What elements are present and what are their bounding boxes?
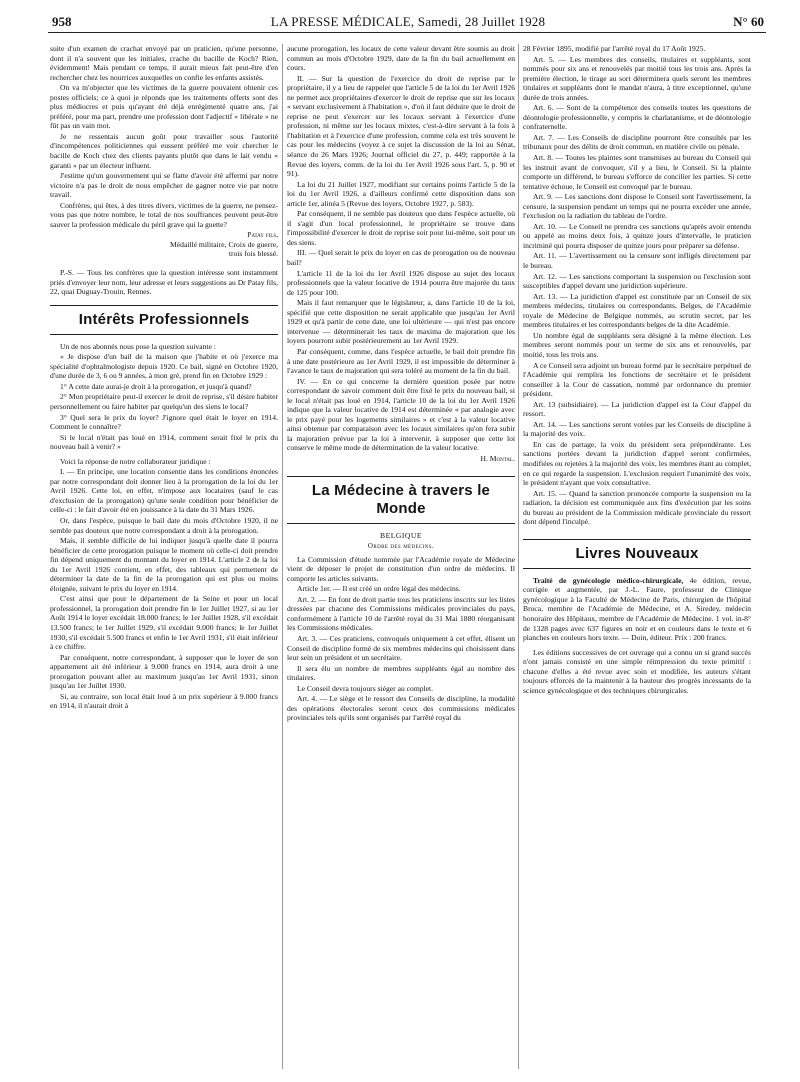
paragraph: 3° Quel sera le prix du loyer? J'ignore quel était le loyer en 1914. Comment le connaître? bbox=[50, 412, 278, 432]
paragraph: I. — En principe, une location consentie dans les conditions énoncées par notre correspondant doit donner lieu à la prorogation de la loi du 1er Avril 1926. Cette loi, en effet, n'impose aux locataires (sauf le cas d'exclusion de la prorogation) qu'une seule condition pour bénéficier de celle-ci : le fait d'avoir été en jouissance à la date du 31 Mars 1926. bbox=[50, 467, 278, 515]
column-left bbox=[50, 44, 278, 1074]
paragraph: 1° A cette date aurai-je droit à la prorogation, et jusqu'à quand? bbox=[60, 381, 252, 391]
paragraph: Art. 2. — En font de droit partie tous les praticiens inscrits sur les listes dressées par chacune des Commissions médicales provinciales du pays, conformément à l'article 10 de l'arrêté royal du 31 Mai 1880 réorganisant les Commissions médicales. bbox=[287, 594, 515, 633]
column-divider bbox=[282, 44, 283, 1069]
paragraph: Je ne ressentais aucun goût pour travailler sous l'autorité d'incompétences politiciennes qui eussent préféré me voir chercher le bacille de Koch chez des clients payants plutôt que dans le lait vendu « garanti » par un électeur influent. bbox=[50, 131, 278, 170]
paragraph: suite d'un examen de crachat envoyé par un praticien, qu'une personne, dont il n'a souvent que les initiales, crache du bacille de Koch? Rien, évidemment! Mais pendant ce temps, il aurait mieux fait peut-être d'en rechercher chez les nourrices auxquelles on confie les enfants assistés. bbox=[50, 44, 278, 82]
paragraph: On va m'objecter que les victimes de la guerre pouvaient obtenir ces postes officiels; ce à quoi je réponds que les traitements offerts sont des plus médiocres et puis qu'ayant été déjà enrégimenté quatre ans, j'ai préféré, pour ma part, prendre une profession dont l'adjectif « libérale » ne fût pas un vain mot. bbox=[50, 83, 278, 131]
paragraph: A ce Conseil sera adjoint un bureau formé par le secrétaire perpétuel de l'Académie qui remplira les fonctions de secrétaire et le président conseiller à la Cour de cassation, nommé par ordonnance du premier président. bbox=[523, 360, 751, 399]
paragraph: Si, au contraire, son local était loué à un prix supérieur à 9.000 francs en 1914, il n'aurait droit à bbox=[50, 691, 278, 711]
paragraph: Art. 8. — Toutes les plaintes sont transmises au bureau du Conseil qui les instruit avant de convoquer, s'il y a lieu, le Conseil. Si la plainte comporte un différend, le bureau s'efforce de concilier les parties. Si cette tentative échoue, le Conseil est convoqué par le bureau. bbox=[523, 153, 751, 191]
column-divider bbox=[518, 44, 519, 1069]
book-details: 4e édition, revue, corrigée et augmentée, par J.-L. Faure, professeur de Clinique gynécologique à la Faculté de Médecine de Paris, chirurgien de l'hôpital Broca, membre de l'Académie de Médecine, et A. Siredey, médecin honoraire des Hôpitaux, membre de l'Académie de Médecine. 1 vol. in-8° de 1328 pages avec 637 figures en noir et en couleurs dans le texte et 6 planches en couleurs hors texte. — Doin, éditeur. Prix : 200 francs. bbox=[523, 575, 751, 643]
paragraph: 28 Février 1895, modifié par l'arrêté royal du 17 Août 1925. bbox=[523, 44, 706, 53]
paragraph: Par conséquent, comme, dans l'espèce actuelle, le bail doit prendre fin à une date postérieure au 1er Avril 1929, il est impossible de déterminer à l'avance le taux de majoration qui sera toléré au moment de la fin du bail. bbox=[287, 346, 515, 376]
paragraph: Mais, il semble difficile de lui indiquer jusqu'à quelle date il pourra bénéficier de cette prorogation puisque le moment où celle-ci doit prendre fin dépend uniquement du montant du loyer en 1914. L'article 2 de la loi du 1er Avril 1926 contient, en effet, des tableaux qui permettent de déterminer la date de la fin de la prorogation qui est plus ou moins éloignée, suivant le prix du loyer en 1914. bbox=[50, 536, 278, 593]
paragraph: Art. 13. — La juridiction d'appel est constituée par un Conseil de six membres médecins, titulaires ou correspondants, Belges, de l'Académie royale de Médecine de Belgique nommés, au scrutin secret, par les membres titulaires et les correspondants belges de la dite Académie. bbox=[523, 291, 751, 330]
signature-name: Patay fils, bbox=[247, 230, 278, 240]
book-review: Les éditions successives de cet ouvrage qui a connu un si grand succès n'ont jamais consisté en une simple réimpression du texte primitif : chacune d'elles a été revue avec soin et modifiée, les auteurs s'étant toujours efforcés de la maintenir à la hauteur des progrès incessants de la science gynécologique et des techniques chirurgicales. bbox=[523, 647, 751, 695]
paragraph: C'est ainsi que pour le département de la Seine et pour un local professionnel, la prorogation doit prendre fin le 1er Juillet 1927, si au 1er Août 1914 le loyer excédait 18.000 francs; le 1er Juillet 1928, s'il excédait 13.500 francs; le 1er Juillet 1929, s'il excédait 9.000 francs; le 1er Juillet 1930, s'il excédait 5.500 francs et enfin le 1er Avril 1931, s'il était inférieur à ce chiffre. bbox=[50, 594, 278, 652]
paragraph: Art. 15. — Quand la sanction prononcée comporte la suspension ou la radiation, la décision est communiquée aux fins d'exécution par les soins du bureau au président de la Commission médicale provinciale du ressort dont dépend l'inculpé. bbox=[523, 488, 751, 527]
paragraph: La loi du 21 Juillet 1927, modifiant sur certains points l'article 5 de la loi du 1er Avril 1926, a d'ailleurs confirmé cette disposition dans son article 1er, alinéa 5 (Revue des loyers, Octobre 1927, p. 583). bbox=[287, 179, 515, 208]
book-title: Traité de gynécologie médico-chirurgicale, bbox=[533, 575, 684, 585]
paragraph: Or, dans l'espèce, puisque le bail date du mois d'Octobre 1920, il ne semble pas douteux que notre correspondant a droit à la prorogation. bbox=[50, 515, 278, 535]
paragraph: Le Conseil devra toujours siéger au complet. bbox=[297, 683, 434, 693]
paragraph: Art. 13 (subsidiaire). — La juridiction d'appel est la Cour d'appel du ressort. bbox=[523, 399, 751, 419]
paragraph: Art. 10. — Le Conseil ne prendra ces sanctions qu'après avoir entendu ou appelé au moins deux fois, à quinze jours d'intervalle, le praticien incriminé qui pourra disposer de quinze jours pour préparer sa défense. bbox=[523, 221, 751, 250]
postscript: P.-S. — Tous les confrères que la question intéresse sont instamment priés d'envoyer leur nom, leur adresse et leurs suggestions au Dr Patay fils, 22, quai Duguay-Trouin, Rennes. bbox=[50, 268, 278, 297]
signature-title: Médaillé militaire, Croix de guerre, bbox=[170, 239, 278, 249]
paragraph: J'estime qu'un gouvernement qui se flatte d'avoir été affermi par notre victoire n'a pas le droit de nous empêcher de gagner notre vie par notre travail. bbox=[50, 171, 278, 200]
paragraph: II. — Sur la question de l'exercice du droit de reprise par le propriétaire, il y a lieu de rappeler que l'article 5 de la loi du 1er Avril 1926 ne permet aux propriétaires d'exercer le droit de reprise que sur les locaux « servant exclusivement à l'habitation », d'où il faut déduire que le droit de reprise ne peut s'exercer sur les locaux servant à l'exercice d'une profession, ni même sur les locaux mixtes, c'est-à-dire servant à la fois à l'habitation et à l'exercice d'une profession, comme cela est très souvent le cas pour les médecins (voyez à ce sujet la discussion de la loi au Sénat, séance du 26 Mars 1926; Journal officiel du 27, p. 449; rapportée à la Revue des loyers, comm. de la loi du 1er Avril 1926 sous l'art. 5, p. 90 et 91). bbox=[287, 73, 515, 179]
paragraph: Art. 14. — Les sanctions seront votées par les Conseils de discipline à la majorité des voix. bbox=[523, 419, 751, 439]
paragraph: aucune prorogation, les locaux de cette valeur devant être soumis au droit commun au mois d'Octobre 1929, date de la fin du bail actuellement en cours. bbox=[287, 44, 515, 73]
paragraph: 2° Mon propriétaire peut-il exercer le droit de reprise, s'il désire habiter personnellement ou faire habiter par quelqu'un des siens le local? bbox=[50, 392, 278, 411]
journal-title: LA PRESSE MÉDICALE, Samedi, 28 Juillet 1928 bbox=[270, 14, 546, 29]
paragraph: Art. 3. — Ces praticiens, convoqués uniquement à cet effet, élisent un Conseil de discipline formé de six membres médecins qui choisissent dans leur sein un président et un secrétaire. bbox=[287, 633, 515, 663]
paragraph: Voici la réponse de notre collaborateur juridique : bbox=[60, 456, 211, 466]
section-heading: Livres Nouveaux bbox=[523, 539, 751, 569]
paragraph: Art. 12. — Les sanctions comportant la suspension ou l'exclusion sont susceptibles d'appel devant une juridiction supérieure. bbox=[523, 271, 751, 291]
country-heading: BELGIQUE bbox=[380, 530, 422, 540]
paragraph: Art. 9. — Les sanctions dont dispose le Conseil sont l'avertissement, la censure, la suspension pendant un temps qui ne pourra excéder une année, l'exclusion ou la radiation du tableau de l'ordre. bbox=[523, 192, 751, 221]
signature-title: trois fois blessé. bbox=[228, 249, 278, 259]
paragraph: Un nombre égal de suppléants sera désigné à la même élection. Les membres seront nommés pour un terme de six ans et renouvelés, par moitié, tous les trois ans. bbox=[523, 330, 751, 359]
issue-number: N° 60 bbox=[733, 14, 764, 29]
column-middle bbox=[287, 44, 515, 1074]
paragraph: Mais il faut remarquer que le législateur, a, dans l'article 10 de la loi, spécifié que cette disposition ne serait applicable que jusqu'au 1er Avril 1929 et qu'à partir de cette date, une loi ultérieure — qui n'est pas encore intervenue — déterminerait les taux de maxima de majoration que les loyers pourront subir postérieurement au 1er Avril 1929. bbox=[287, 298, 515, 346]
paragraph: Il sera élu un nombre de membres suppléants égal au nombre des titulaires. bbox=[287, 663, 515, 683]
paragraph: En cas de partage, la voix du président sera prépondérante. Les sanctions portées devant la juridiction d'appel seront confirmées, modifiées ou rejetées à la majorité des voix, les membres étant au complet, en ce qui regarde la suspension. L'exclusion requiert l'unanimité des voix, le président n'ayant que voix consultative. bbox=[523, 439, 751, 488]
paragraph: La Commission d'étude nommée par l'Académie royale de Médecine vient de déposer le projet de constitution d'un ordre de médecins. Il comporte les articles suivants. bbox=[287, 554, 515, 583]
paragraph: Art. 11. — L'avertissement ou la censure sont infligés directement par le bureau. bbox=[523, 251, 751, 271]
paragraph: L'article 11 de la loi du 1er Avril 1926 dispose au sujet des locaux professionnels que la valeur locative de 1914 pourra être majorée du taux de 125 pour 100. bbox=[287, 268, 515, 297]
paragraph: Confrères, qui êtes, à des titres divers, victimes de la guerre, ne pensez-vous pas que notre nombre, le total de nos souffrances peuvent peut-être sauver la profession médicale du péril grave qui la guette? bbox=[50, 200, 278, 229]
paragraph: « Je dispose d'un bail de la maison que j'habite et où j'exerce ma spécialité d'ophtalmologiste depuis 1920. Ce bail, signé en Octobre 1920, d'une durée de 3, 6 ou 9 années, à mon gré, prend fin en Octobre 1929 : bbox=[50, 352, 278, 381]
paragraph: Art. 4. — Le siège et le ressort des Conseils de discipline, la modalité des opérations électorales seront ceux des commissions médicales provinciales tels qu'ils sont organisés par l'arrêté royal du bbox=[287, 694, 515, 723]
page-header bbox=[52, 14, 764, 38]
paragraph: Par conséquent, notre correspondant, à supposer que le loyer de son appartement ait été inférieur à 9.000 francs en 1914, aura droit à une prorogation pouvant aller au maximum jusqu'au 1er Avril 1931, sinon jusqu'au 1er Juillet 1930. bbox=[50, 652, 278, 691]
paragraph: Art. 5. — Les membres des conseils, titulaires et suppléants, sont nommés pour six ans et renouvelés par moitié tous les trois ans. Après la première élection, le tirage au sort déterminera quels seront les membres titulaires et suppléants dont le mandat n'aura, à titre exceptionnel, qu'une durée de trois années. bbox=[523, 54, 751, 102]
author-signature: H. Montal. bbox=[480, 453, 515, 463]
paragraph: Art. 6. — Sont de la compétence des conseils toutes les questions de déontologie professionnelle, y compris le charlatanisme, et de déontologie confraternelle. bbox=[523, 103, 751, 132]
paragraph: III. — Quel serait le prix du loyer en cas de prorogation ou de nouveau bail? bbox=[287, 248, 515, 268]
paragraph: Si le local n'était pas loué en 1914, comment serait fixé le prix du nouveau bail à venir? » bbox=[50, 432, 278, 452]
paragraph: Art. 7. — Les Conseils de discipline pourront être consultés par les tribunaux pour des délits de droit commun, en matière civile ou pénale. bbox=[523, 132, 751, 152]
page-number: 958 bbox=[52, 14, 72, 29]
book-entry bbox=[523, 576, 751, 643]
paragraph: Par conséquent, il ne semble pas douteux que dans l'espèce actuelle, où il s'agit d'un local professionnel, le propriétaire se trouve dans l'impossibilité d'exercer le droit de reprise soit pour lui-même, soit pour un des siens. bbox=[287, 209, 515, 247]
subsection-title: Ordre des médecins. bbox=[367, 542, 435, 551]
paragraph: IV. — En ce qui concerne la dernière question posée par notre correspondant de savoir comment doit être fixé le prix du nouveau bail, si le local n'était pas loué en 1914, l'article 10 de la loi du 1er Avril 1926 indique que la valeur locative de 1914 est déterminée « par analogie avec le prix payé pour les logements similaires » et c'est à la valeur locative ainsi obtenue par comparaison avec les locaux similaires qu'on fera subir la majoration prévue par la loi à intervenir, à supposer que cette loi conserve le même mode de détermination de la valeur locative. bbox=[287, 376, 515, 453]
paragraph: Un de nos abonnés nous pose la question suivante : bbox=[60, 341, 216, 351]
signature-block bbox=[50, 230, 278, 259]
header-rule bbox=[48, 32, 766, 33]
paragraph: Article 1er. — Il est créé un ordre légal des médecins. bbox=[297, 584, 461, 594]
section-heading: La Médecine à travers le Monde bbox=[287, 476, 515, 524]
column-right bbox=[523, 44, 751, 1074]
section-heading: Intérêts Professionnels bbox=[50, 305, 278, 335]
